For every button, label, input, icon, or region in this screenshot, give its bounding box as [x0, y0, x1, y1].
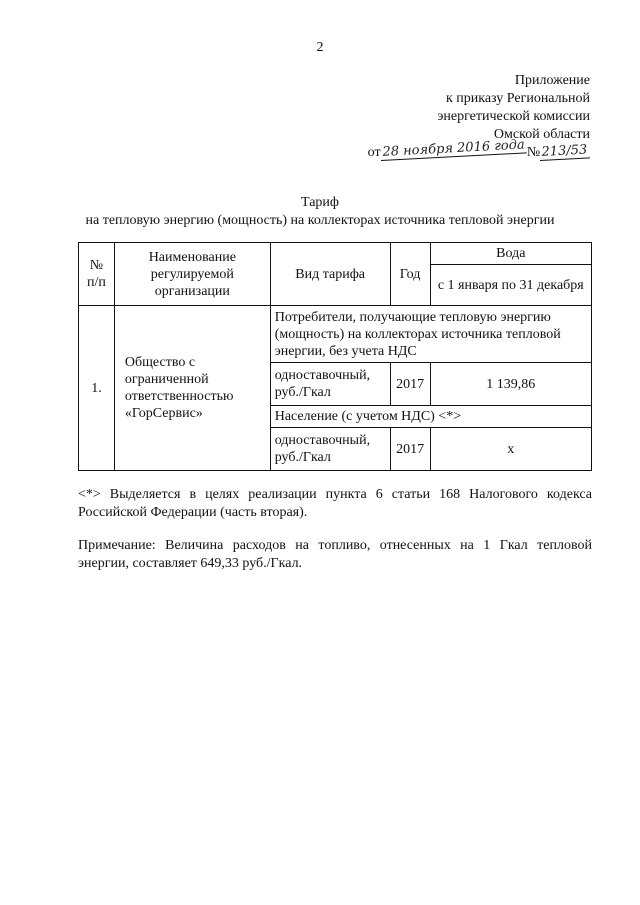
tariff-table: [78, 242, 592, 471]
header-period: с 1 января по 31 декабря: [430, 265, 591, 306]
note: Примечание: Величина расходов на топливо, отнесенных на 1 Гкал тепловой энергии, составляет 649,33 руб./Гкал.: [78, 538, 592, 571]
approval-line-2: к приказу Региональной: [445, 91, 590, 106]
consumer-group-1: Потребители, получающие тепловую энергию (мощность) на коллекторах источника тепловой энергии, без учета НДС: [270, 306, 591, 363]
header-number: № п/п: [79, 243, 115, 306]
table-row: [79, 306, 592, 363]
approval-block: [368, 72, 590, 162]
title-line-1: Тариф: [301, 195, 339, 210]
handwritten-date: 28 ноября 2016 года: [380, 138, 527, 161]
tariff-type-2: одноставочный, руб./Гкал: [270, 428, 390, 471]
organization-name: Общество с ограниченной ответственностью «ГорСервис»: [114, 306, 270, 471]
header-water: Вода: [430, 243, 591, 265]
year-1: 2017: [390, 363, 430, 406]
approval-line-4: Омской области: [493, 127, 590, 142]
order-date-number-line: [367, 137, 590, 162]
tariff-value-1: 1 139,86: [430, 363, 591, 406]
year-2: 2017: [390, 428, 430, 471]
number-prefix: №: [526, 145, 541, 160]
from-prefix: от: [367, 145, 381, 160]
title-line-2: на тепловую энергию (мощность) на коллекторах источника тепловой энергии: [85, 213, 555, 228]
handwritten-order-number: 213/53: [539, 143, 589, 161]
document-title: [0, 194, 640, 230]
tariff-value-2: х: [430, 428, 591, 471]
tariff-type-1: одноставочный, руб./Гкал: [270, 363, 390, 406]
header-organization: Наименование регулируемой организации: [114, 243, 270, 306]
footnote: <*> Выделяется в целях реализации пункта 6 статьи 168 Налогового кодекса Российской Федерации (часть вторая).: [78, 487, 592, 520]
row-number: 1.: [79, 306, 115, 471]
consumer-group-2: Население (с учетом НДС) <*>: [270, 406, 591, 428]
page-number: 2: [316, 40, 324, 55]
approval-line-3: энергетической комиссии: [437, 109, 590, 124]
table-header-row: [79, 243, 592, 265]
header-tariff-type: Вид тарифа: [270, 243, 390, 306]
approval-line-1: Приложение: [514, 73, 590, 88]
header-year: Год: [390, 243, 430, 306]
